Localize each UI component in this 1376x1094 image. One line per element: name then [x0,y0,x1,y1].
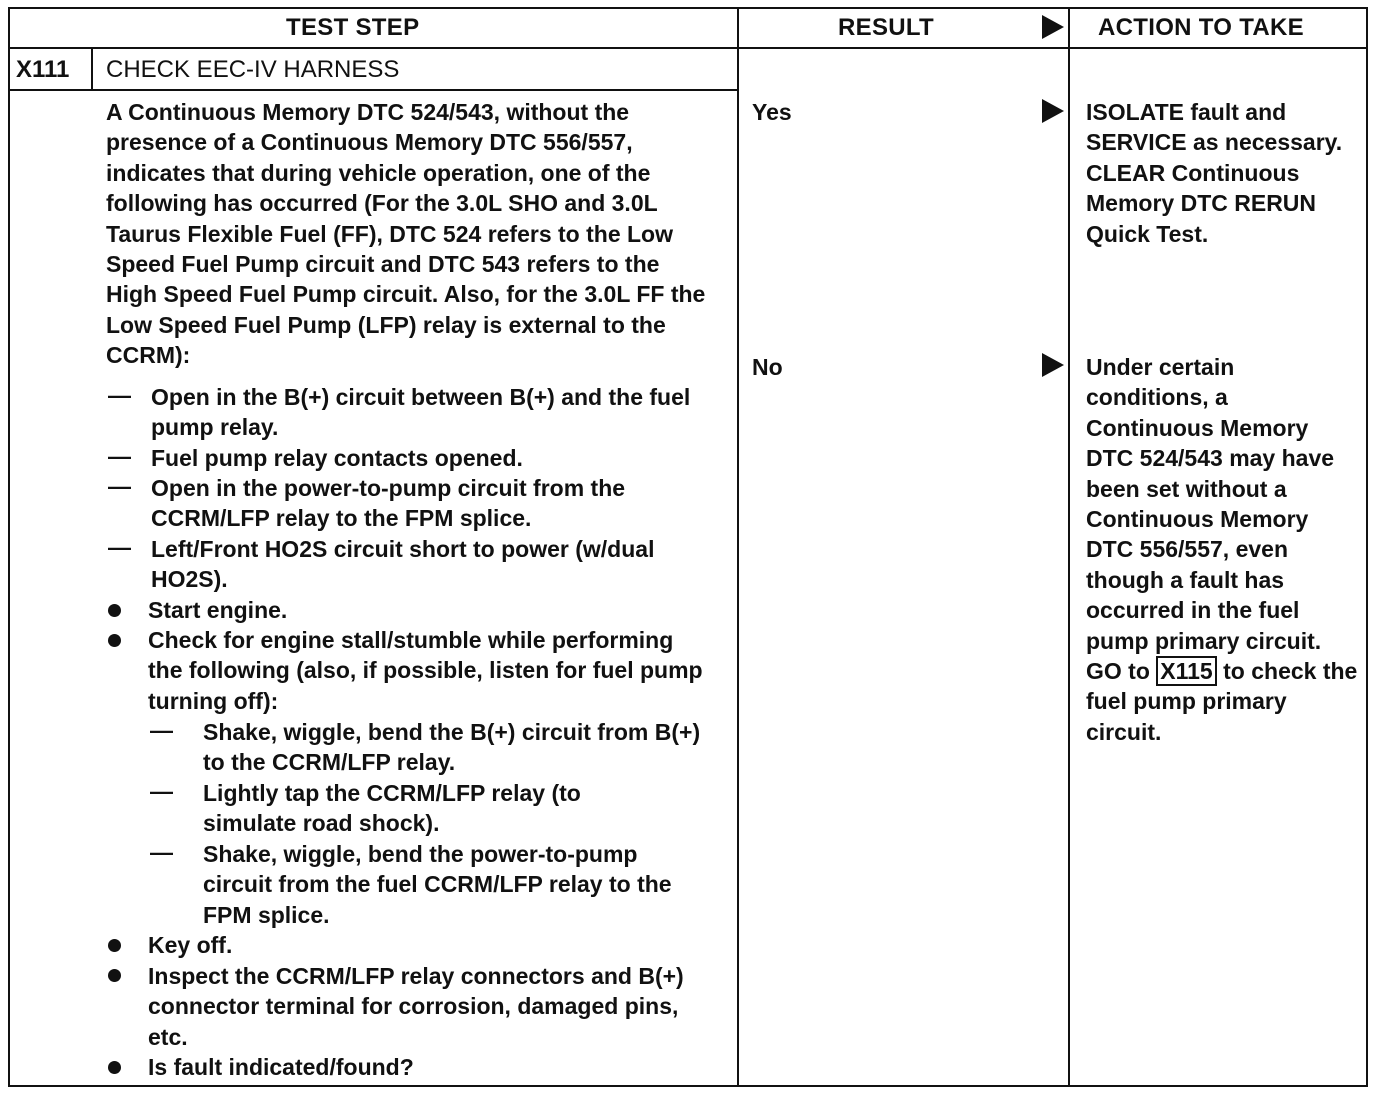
header-result: RESULT [838,14,935,41]
dash-mark: — [108,382,131,408]
action-no-text: Under certain conditions, a Continuous Memory DTC 524/543 may have been set without a Continuous Memory DTC 556/557, even though a fault has occurred in the fuel pump primary circuit. GO to [1086,354,1335,685]
dash-mark: — [150,717,173,743]
sub-action-item: Lightly tap the CCRM/LFP relay (to simulate road shock). [203,780,581,837]
dash-mark: — [108,443,131,469]
result-yes: Yes [752,99,792,125]
result-no-arrow-icon [1042,353,1064,377]
step-intro: A Continuous Memory DTC 524/543, without the presence of a Continuous Memory DTC 556/557, indicates that during vehicle operation, one of the following has occurred (For the 3.0L SHO and 3.0L Taurus Flexible Fuel (FF), DTC 524 refers to the Low Speed Fuel Pump circuit and DTC 543 refers to the High Speed Fuel Pump circuit. Also, for the 3.0L FF the Low Speed Fuel Pump (LFP) relay is external to the CCRM): [106,99,706,369]
cause-item: Fuel pump relay contacts opened. [151,445,523,471]
step-id: X111 [16,56,70,83]
result-no: No [752,354,783,380]
dash-mark: — [150,778,173,804]
dash-mark: — [108,473,131,499]
bullet-check-stall: Check for engine stall/stumble while performing the following (also, if possible, listen for fuel pump turning off): [148,627,703,714]
bullet-icon [108,939,121,952]
sub-action-item: Shake, wiggle, bend the B(+) circuit from B(+) to the CCRM/LFP relay. [203,719,701,776]
action-no [1086,352,1358,747]
bullet-icon [108,1061,121,1074]
header-row-divider [8,47,1368,49]
column-divider-result-action [1068,7,1070,1087]
title-row-divider [8,89,739,91]
header-test-step: TEST STEP [286,14,420,41]
cause-item: Open in the B(+) circuit between B(+) and the fuel pump relay. [151,384,691,441]
action-yes: ISOLATE fault and SERVICE as necessary. CLEAR Continuous Memory DTC RERUN Quick Test. [1086,99,1343,247]
goto-step-link[interactable]: X115 [1156,656,1216,686]
cause-item: Open in the power-to-pump circuit from the CCRM/LFP relay to the FPM splice. [151,475,626,532]
bullet-start-engine: Start engine. [148,597,288,623]
dash-mark: — [108,534,131,560]
bullet-question: Is fault indicated/found? [148,1054,414,1080]
bullet-icon [108,604,121,617]
bullet-icon [108,634,121,647]
dash-mark: — [150,839,173,865]
result-yes-arrow-icon [1042,99,1064,123]
column-divider-test-result [737,7,739,1087]
header-arrow-icon [1042,15,1064,39]
sub-action-item: Shake, wiggle, bend the power-to-pump circuit from the fuel CCRM/LFP relay to the FPM splice. [203,841,672,928]
bullet-inspect: Inspect the CCRM/LFP relay connectors and B(+) connector terminal for corrosion, damaged pins, etc. [148,963,684,1050]
bullet-key-off: Key off. [148,932,233,958]
step-id-divider [91,49,93,90]
header-action: ACTION TO TAKE [1098,14,1304,41]
bullet-icon [108,969,121,982]
cause-item: Left/Front HO2S circuit short to power (w/dual HO2S). [151,536,655,593]
action-no-text-after: to check the fuel pump primary circuit. [1086,658,1358,745]
step-title: CHECK EEC-IV HARNESS [106,56,400,83]
